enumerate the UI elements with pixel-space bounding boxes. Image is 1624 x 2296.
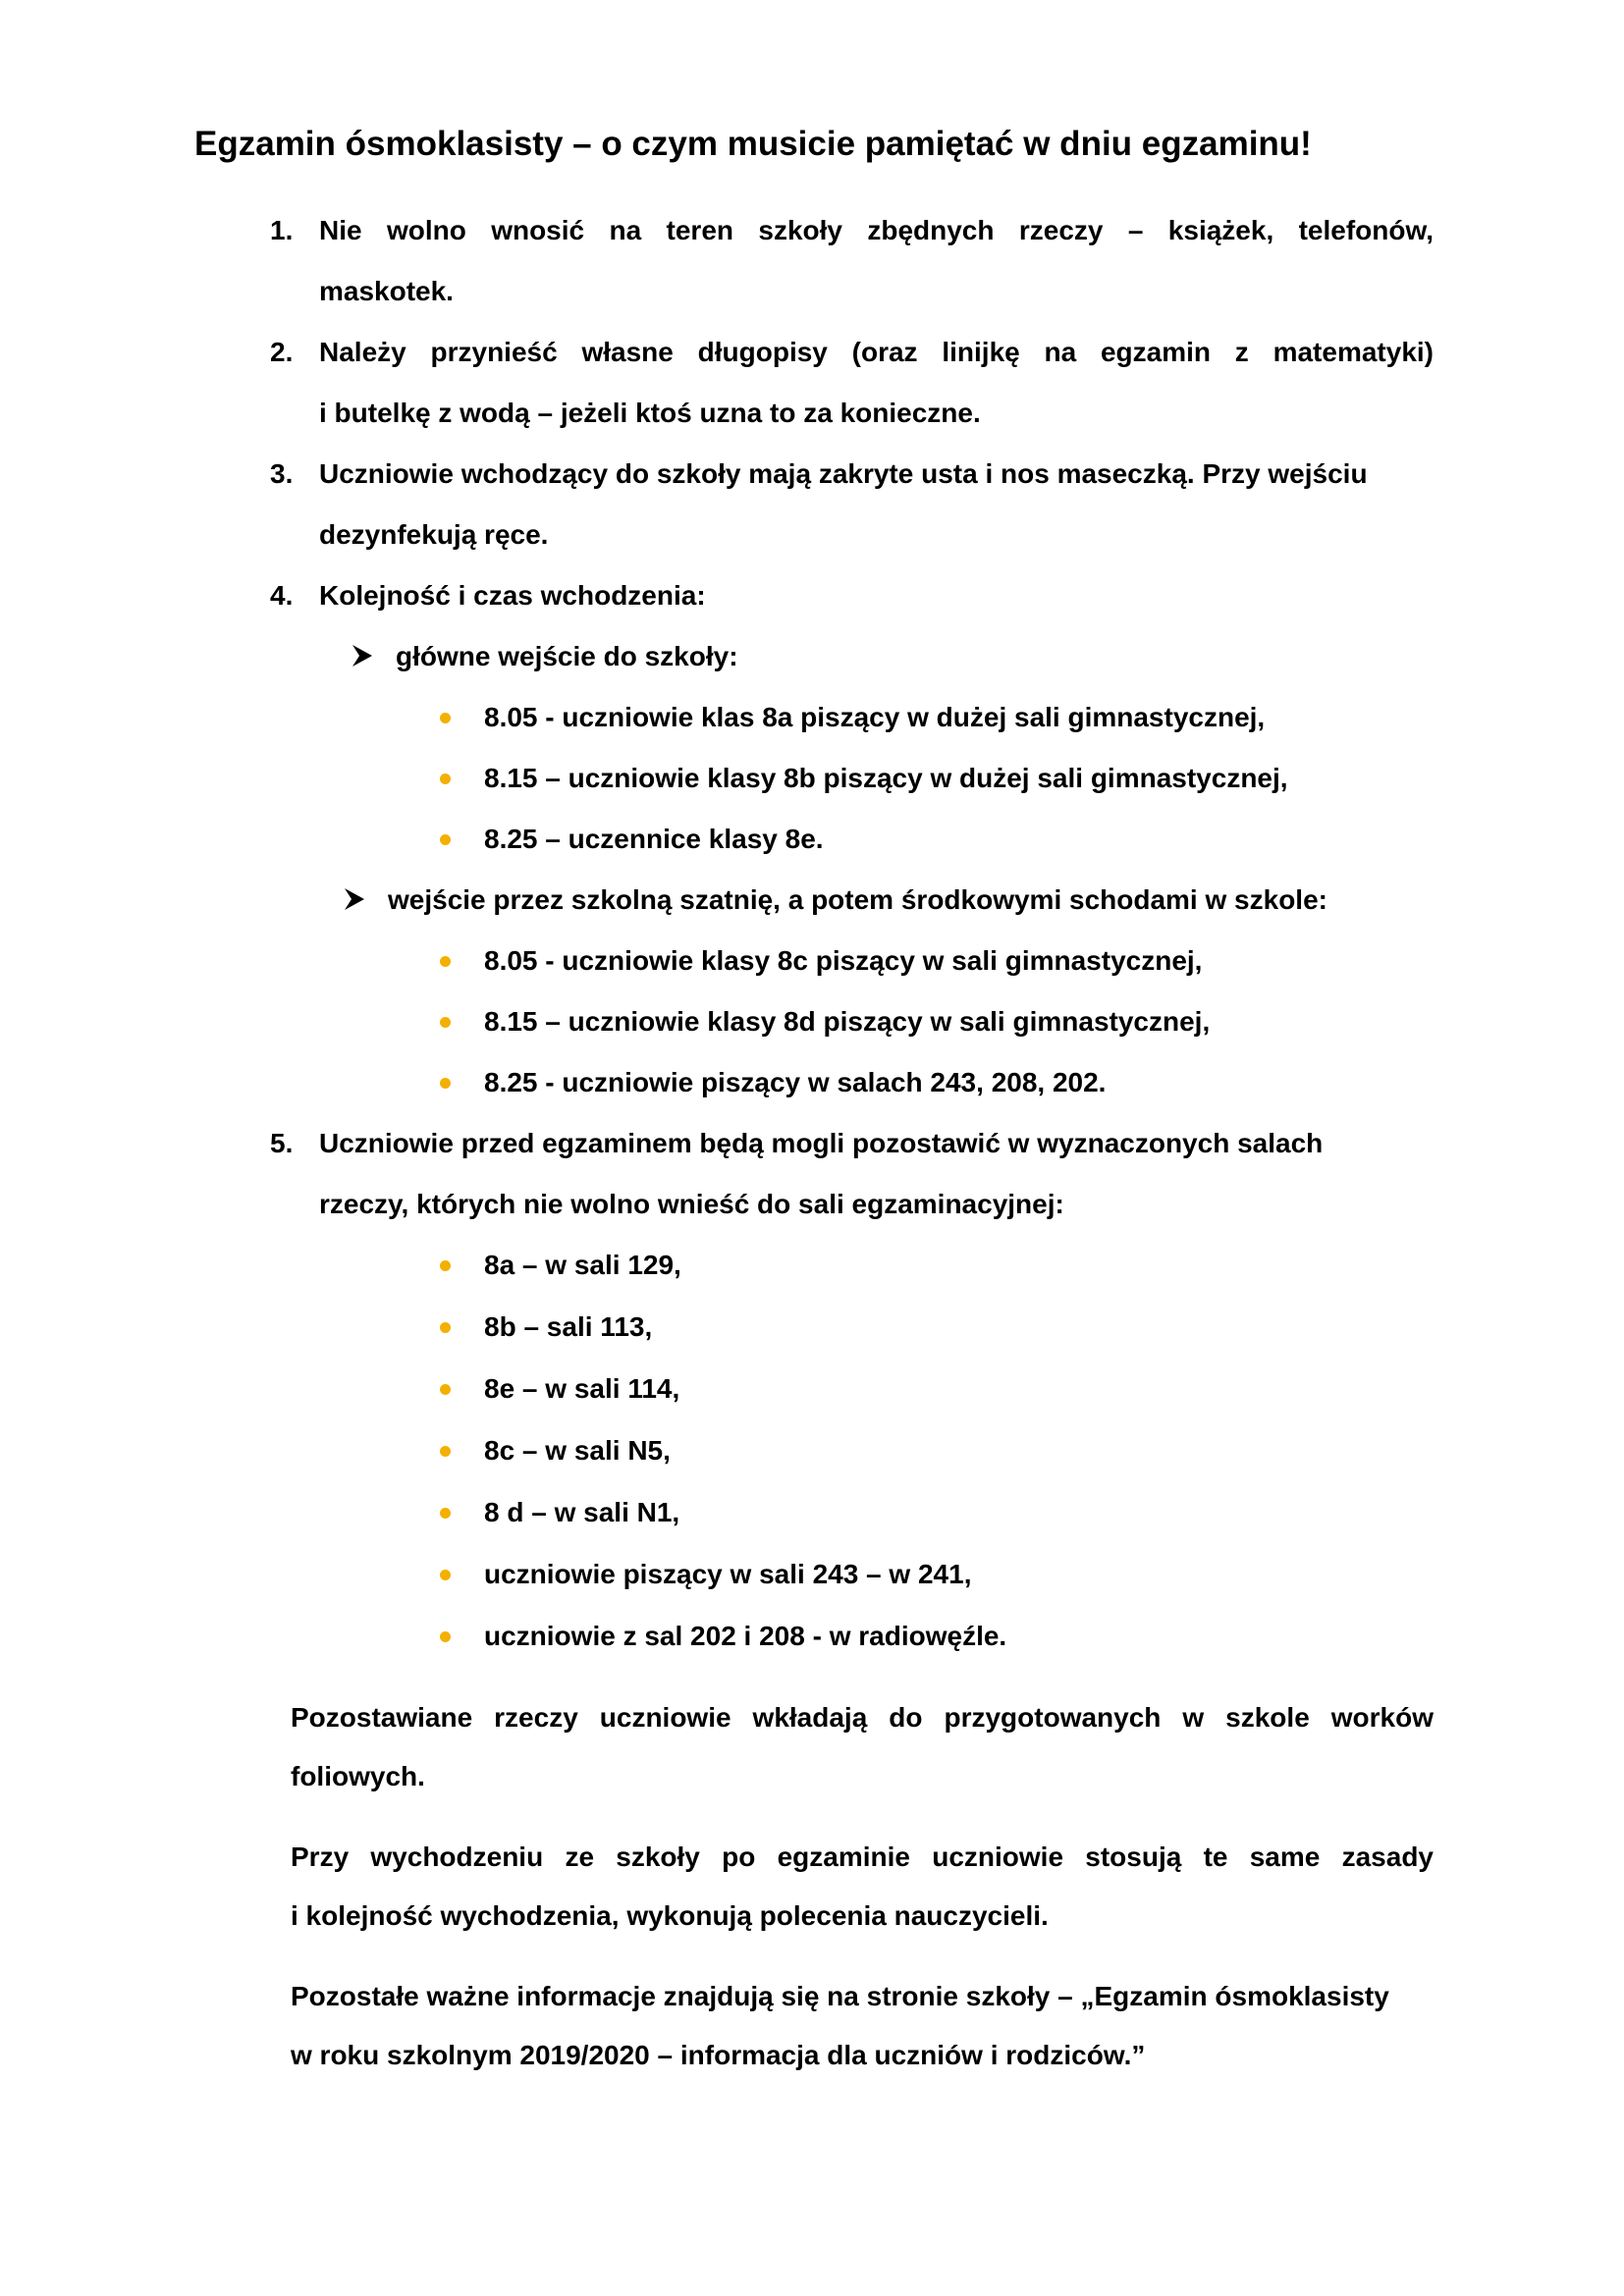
room-text: 8b – sali 113, bbox=[484, 1311, 653, 1342]
round-bullet-icon bbox=[440, 1260, 451, 1271]
room-text: 8a – w sali 129, bbox=[484, 1250, 681, 1280]
entrance-time-text: 8.05 - uczniowie klasy 8c piszący w sali gimnastycznej, bbox=[484, 945, 1203, 976]
round-bullet-icon bbox=[440, 1322, 451, 1333]
room-item bbox=[484, 1482, 1427, 1543]
room-item bbox=[484, 1420, 1427, 1481]
round-bullet-icon bbox=[440, 834, 451, 845]
list-number: 1. bbox=[270, 215, 294, 245]
list-item-line: maskotek. bbox=[319, 276, 454, 306]
entrance-time-text: 8.25 – uczennice klasy 8e. bbox=[484, 824, 824, 854]
round-bullet-icon bbox=[440, 956, 451, 967]
entrance-time-item bbox=[484, 687, 1427, 748]
entrance-time-text: 8.15 – uczniowie klasy 8d piszący w sali gimnastycznej, bbox=[484, 1006, 1211, 1037]
entrance-time-text: 8.15 – uczniowie klasy 8b piszący w dużej sali gimnastycznej, bbox=[484, 763, 1288, 793]
list-item-line: dezynfekują ręce. bbox=[319, 519, 549, 550]
list-item-line: Kolejność i czas wchodzenia: bbox=[319, 580, 706, 611]
round-bullet-icon bbox=[440, 1017, 451, 1028]
round-bullet-icon bbox=[440, 1570, 451, 1580]
list-number: 3. bbox=[270, 458, 294, 489]
round-bullet-icon bbox=[440, 1446, 451, 1457]
entrance-time-item bbox=[484, 748, 1427, 809]
round-bullet-icon bbox=[440, 774, 451, 784]
list-item-line: i butelkę z wodą – jeżeli ktoś uzna to za konieczne. bbox=[319, 398, 981, 428]
paragraph-line: Pozostawiane rzeczy uczniowie wkładają do przygotowanych w szkole worków bbox=[291, 1702, 1434, 1733]
page-title: Egzamin ósmoklasisty – o czym musicie pamiętać w dniu egzaminu! bbox=[194, 125, 1312, 163]
list-item-3 bbox=[270, 444, 1434, 565]
room-text: uczniowie piszący w sali 243 – w 241, bbox=[484, 1559, 972, 1589]
room-item bbox=[484, 1606, 1427, 1667]
room-item bbox=[484, 1359, 1427, 1419]
round-bullet-icon bbox=[440, 713, 451, 723]
entrance-time-item bbox=[484, 1052, 1427, 1113]
arrowhead-bullet-icon bbox=[344, 870, 373, 931]
room-text: uczniowie z sal 202 i 208 - w radiowęźle. bbox=[484, 1621, 1007, 1651]
entrance-time-item bbox=[484, 809, 1427, 870]
entrance-cloakroom bbox=[388, 870, 1429, 931]
paragraph-line: Przy wychodzeniu ze szkoły po egzaminie uczniowie stosują te same zasady bbox=[291, 1842, 1434, 1872]
room-text: 8 d – w sali N1, bbox=[484, 1497, 680, 1527]
entrance-main bbox=[396, 626, 1436, 687]
list-number: 2. bbox=[270, 337, 294, 367]
paragraph-line: foliowych. bbox=[291, 1761, 425, 1791]
list-item-line: Uczniowie przed egzaminem będą mogli pozostawić w wyznaczonych salach bbox=[319, 1128, 1324, 1158]
round-bullet-icon bbox=[440, 1078, 451, 1089]
paragraph-line: w roku szkolnym 2019/2020 – informacja dla uczniów i rodziców.” bbox=[291, 2040, 1146, 2070]
room-item bbox=[484, 1297, 1427, 1358]
list-item-line: Należy przynieść własne długopisy (oraz linijkę na egzamin z matematyki) bbox=[319, 337, 1434, 367]
list-item-5 bbox=[270, 1113, 1434, 1235]
entrance-time-text: 8.05 - uczniowie klas 8a piszący w dużej sali gimnastycznej, bbox=[484, 702, 1266, 732]
paragraph-line: i kolejność wychodzenia, wykonują polecenia nauczycieli. bbox=[291, 1900, 1049, 1931]
paragraph-exit-rules bbox=[291, 1828, 1434, 1946]
paragraph-bags bbox=[291, 1688, 1434, 1806]
entrance-time-item bbox=[484, 991, 1427, 1052]
room-item bbox=[484, 1235, 1427, 1296]
round-bullet-icon bbox=[440, 1631, 451, 1642]
round-bullet-icon bbox=[440, 1508, 451, 1519]
list-item-4 bbox=[270, 565, 1434, 626]
entrance-time-text: 8.25 - uczniowie piszący w salach 243, 208, 202. bbox=[484, 1067, 1107, 1097]
entrance-label: główne wejście do szkoły: bbox=[396, 641, 738, 671]
paragraph-line: Pozostałe ważne informacje znajdują się na stronie szkoły – „Egzamin ósmoklasisty bbox=[291, 1981, 1389, 2011]
arrowhead-bullet-icon bbox=[352, 626, 381, 687]
entrance-label: wejście przez szkolną szatnię, a potem środkowymi schodami w szkole: bbox=[388, 884, 1327, 915]
list-item-2 bbox=[270, 322, 1434, 444]
round-bullet-icon bbox=[440, 1384, 451, 1395]
list-number: 4. bbox=[270, 580, 294, 611]
room-text: 8e – w sali 114, bbox=[484, 1373, 680, 1404]
list-item-line: Uczniowie wchodzący do szkoły mają zakryte usta i nos maseczką. Przy wejściu bbox=[319, 458, 1368, 489]
entrance-time-item bbox=[484, 931, 1427, 991]
list-number: 5. bbox=[270, 1128, 294, 1158]
list-item-line: rzeczy, których nie wolno wnieść do sali egzaminacyjnej: bbox=[319, 1189, 1064, 1219]
room-item bbox=[484, 1544, 1427, 1605]
room-text: 8c – w sali N5, bbox=[484, 1435, 671, 1466]
list-item-1 bbox=[270, 200, 1434, 322]
list-item-line: Nie wolno wnosić na teren szkoły zbędnych rzeczy – książek, telefonów, bbox=[319, 215, 1434, 245]
paragraph-more-info bbox=[291, 1967, 1434, 2085]
